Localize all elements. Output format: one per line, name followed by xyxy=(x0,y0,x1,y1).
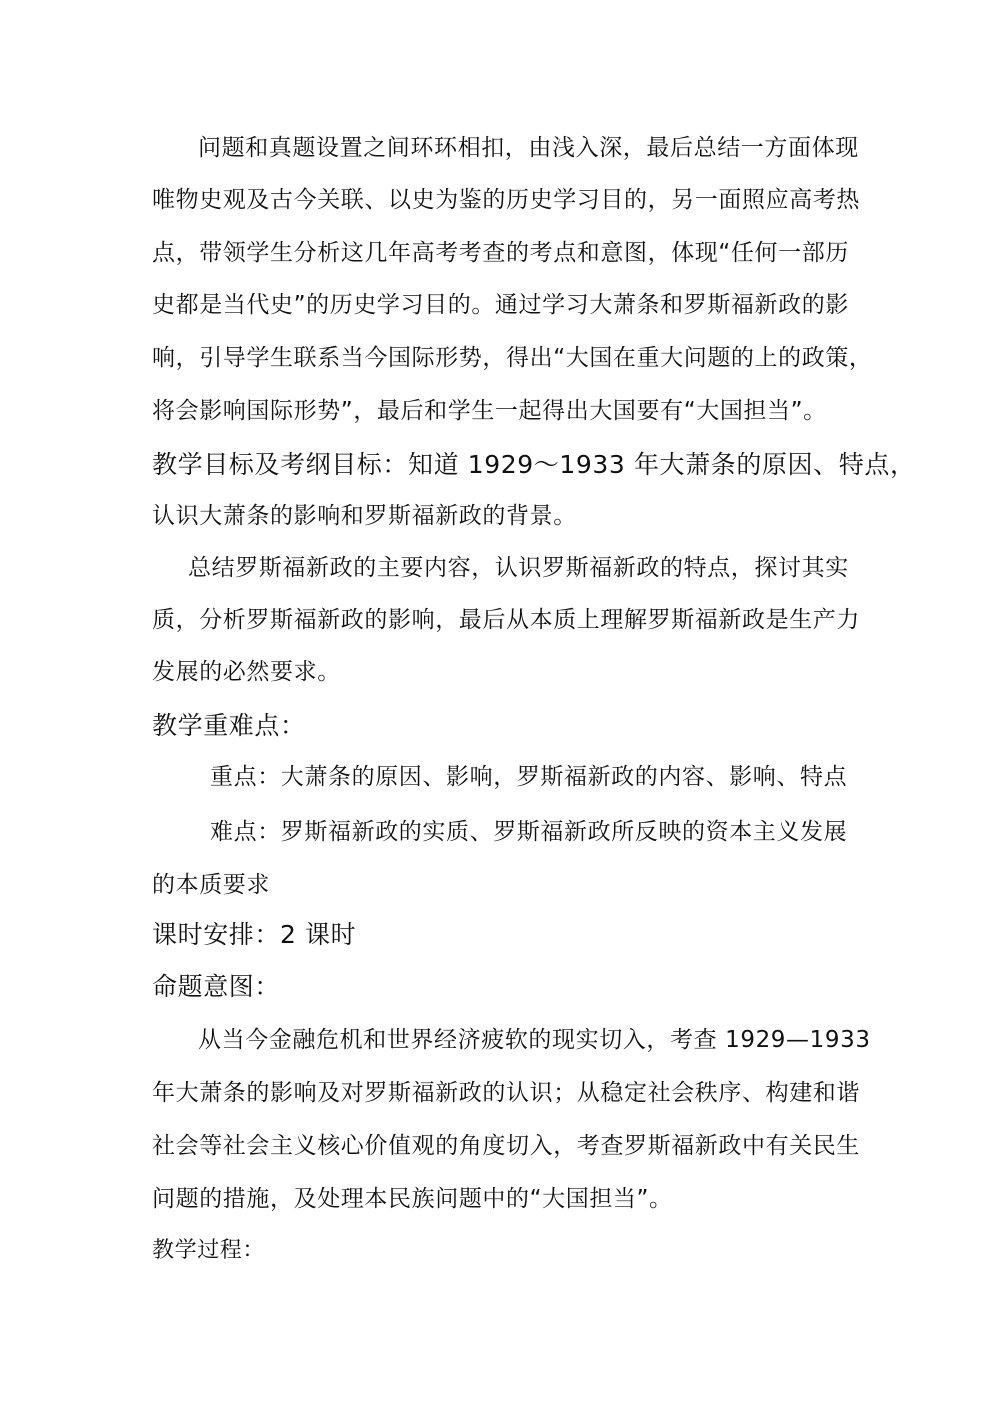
intro-line-2: 唯物史观及古今关联、以史为鉴的历史学习目的，另一面照应高考热 xyxy=(152,187,860,213)
intro-line-1: 问题和真题设置之间环环相扣，由浅入深，最后总结一方面体现 xyxy=(198,135,859,161)
intro-line-4: 史都是当代史”的历史学习目的。通过学习大萧条和罗斯福新政的影 xyxy=(152,292,849,318)
intro-line-3: 点，带领学生分析这几年高考考查的考点和意图，体现“任何一部历 xyxy=(152,240,849,266)
objectives-heading: 教学目标及考纲目标：知道 1929～1933 年大萧条的原因、特点， xyxy=(152,450,916,479)
key-points-heading: 教学重难点： xyxy=(152,711,306,740)
intent-heading: 命题意图： xyxy=(152,972,281,1001)
intro-line-5: 响，引导学生联系当今国际形势，得出“大国在重大问题的上的政策， xyxy=(152,345,873,371)
key-point: 重点：大萧条的原因、影响，罗斯福新政的内容、影响、特点 xyxy=(210,764,848,790)
intent-line-1: 从当今金融危机和世界经济疲软的现实切入，考查 1929—1933 xyxy=(198,1027,871,1053)
difficult-point-line-2: 的本质要求 xyxy=(152,872,270,898)
difficult-point-line-1: 难点：罗斯福新政的实质、罗斯福新政所反映的资本主义发展 xyxy=(210,819,848,845)
objectives-para-line-2: 质，分析罗斯福新政的影响，最后从本质上理解罗斯福新政是生产力 xyxy=(152,607,860,633)
intent-line-4: 问题的措施，及处理本民族问题中的“大国担当”。 xyxy=(152,1186,673,1212)
objectives-line-2: 认识大萧条的影响和罗斯福新政的背景。 xyxy=(152,503,577,529)
schedule: 课时安排：2 课时 xyxy=(152,920,357,949)
objectives-para-line-3: 发展的必然要求。 xyxy=(152,659,341,685)
process-heading: 教学过程： xyxy=(152,1238,266,1263)
intent-line-2: 年大萧条的影响及对罗斯福新政的认识；从稳定社会秩序、构建和谐 xyxy=(152,1080,860,1106)
objectives-para-line-1: 总结罗斯福新政的主要内容，认识罗斯福新政的特点，探讨其实 xyxy=(188,555,849,581)
intro-line-6: 将会影响国际形势”，最后和学生一起得出大国要有“大国担当”。 xyxy=(152,398,827,424)
intent-line-3: 社会等社会主义核心价值观的角度切入，考查罗斯福新政中有关民生 xyxy=(152,1133,860,1159)
